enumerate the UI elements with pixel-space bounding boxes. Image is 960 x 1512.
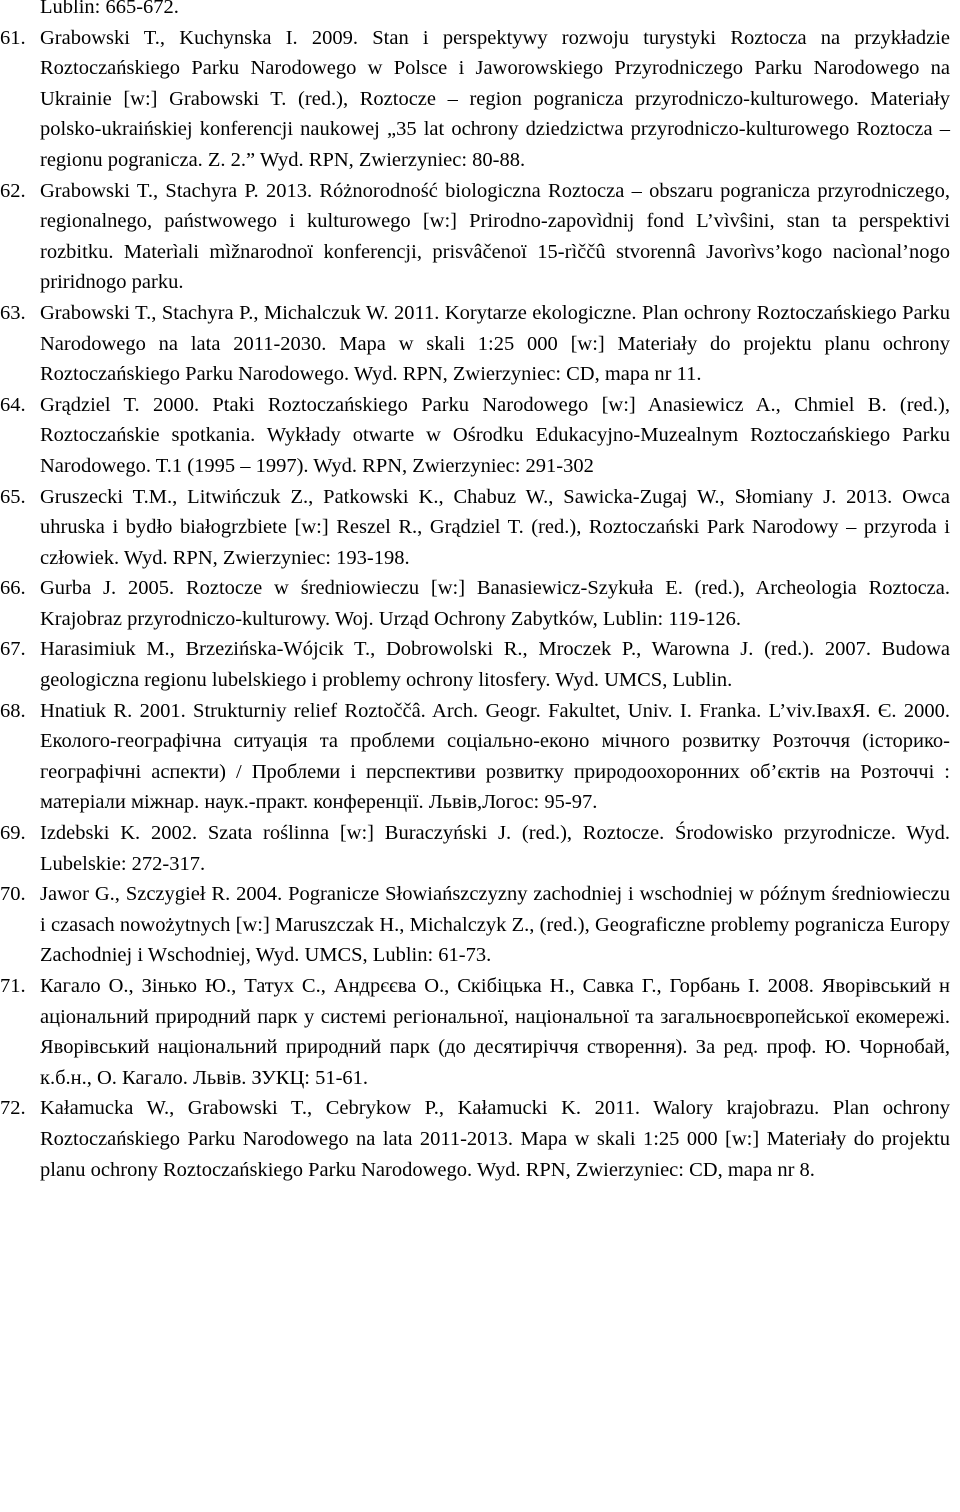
reference-item (0, 176, 950, 298)
reference-item (0, 573, 950, 634)
reference-text: Gurba J. 2005. Roztocze w średniowieczu [w:] Banasiewicz-Szykuła E. (red.), Archeologia Roztocza. Krajobraz przyrodniczo-kulturowy. Woj. Urząd Ochrony Zabytków, Lublin: 119-126. (40, 577, 950, 630)
reference-item (0, 390, 950, 482)
reference-text: Kałamucka W., Grabowski T., Cebrykow P., Kałamucki K. 2011. Walory krajobrazu. Plan ochrony Roztoczańskiego Parku Narodowego na lata 2011-2013. Mapa w skali 1:25 000 [w:] Materiały do projektu planu ochrony Roztoczańskiego Parku Narodowego. Wyd. RPN, Zwierzyniec: CD, mapa nr 8. (40, 1097, 950, 1181)
reference-number: 62. (0, 179, 26, 202)
reference-item (0, 1093, 950, 1185)
reference-text: Jawor G., Szczygieł R. 2004. Pogranicze Słowiańszczyzny zachodniej i wschodniej w późnym średniowieczu i czasach nowożytnych [w:] Maruszczak H., Michalczyk Z., (red.), Geograficzne problemy pogranicza Europy Zachodniej i Wschodniej, Wyd. UMCS, Lublin: 61-73. (40, 883, 950, 967)
reference-number: 66. (0, 577, 26, 600)
reference-number: 63. (0, 301, 26, 324)
reference-item (0, 696, 950, 818)
reference-text: Gruszecki T.M., Litwińczuk Z., Patkowski K., Chabuz W., Sawicka-Zugaj W., Słomiany J. 2013. Owca uhruska i bydło białogrzbiete [w:] Reszel R., Grądziel T. (red.), Roztoczański Park Narodowy – przyroda i człowiek. Wyd. RPN, Zwierzyniec: 193-198. (40, 485, 950, 569)
reference-text: Hnatiuk R. 2001. Strukturniy relief Roztoččâ. Arch. Geogr. Fakultet, Univ. I. Franka. L’viv.ІвахЯ. Є. 2000. Еколого-географічна ситуація та проблеми соціально-еконо мічного розвитку Розточчя (історико-географічні аспекти) / Проблеми і перспективи розвитку природоохоронних об’єктів на Розточчі : матеріали міжнар. наук.-практ. конференції. Львів,Логос: 95-97. (40, 699, 950, 814)
reference-item (0, 634, 950, 695)
reference-number: 71. (0, 975, 26, 997)
reference-continuation: Lublin: 665-672. (40, 0, 179, 18)
reference-number: 61. (0, 26, 26, 49)
reference-text: Izdebski K. 2002. Szata roślinna [w:] Buraczyński J. (red.), Roztocze. Środowisko przyrodnicze. Wyd. Lubelskie: 272-317. (40, 822, 950, 875)
reference-number: 69. (0, 822, 26, 845)
reference-item (0, 23, 950, 176)
reference-item (0, 298, 950, 390)
reference-text: Grądziel T. 2000. Ptaki Roztoczańskiego Parku Narodowego [w:] Anasiewicz A., Chmiel B. (red.), Roztoczańskie spotkania. Wykłady otwarte w Ośrodku Edukacyjno-Muzealnym Roztoczańskiego Parku Narodowego. T.1 (1995 – 1997). Wyd. RPN, Zwierzyniec: 291-302 (40, 393, 950, 477)
reference-item (0, 482, 950, 574)
reference-number: 70. (0, 883, 26, 906)
reference-number: 64. (0, 393, 26, 416)
reference-item (0, 818, 950, 879)
reference-list (0, 23, 950, 1186)
reference-number: 65. (0, 485, 26, 508)
reference-text: Grabowski T., Stachyra P., Michalczuk W. 2011. Korytarze ekologiczne. Plan ochrony Roztoczańskiego Parku Narodowego na lata 2011-2030. Mapa w skali 1:25 000 [w:] Materiały do projektu planu ochrony Roztoczańskiego Parku Narodowego. Wyd. RPN, Zwierzyniec: CD, mapa nr 11. (40, 301, 950, 386)
reference-number: 68. (0, 699, 26, 722)
reference-text: Harasimiuk M., Brzezińska-Wójcik T., Dobrowolski R., Mroczek P., Warowna J. (red.). 2007. Budowa geologiczna regionu lubelskiego i problemy ochrony litosfery. Wyd. UMCS, Lublin. (40, 638, 950, 692)
reference-text: Grabowski T., Kuchynska I. 2009. Stan i perspektywy rozwoju turystyki Roztocza na przykładzie Roztoczańskiego Parku Narodowego w Polsce i Jaworowskiego Przyrodniczego Parku Narodowego na Ukrainie [w:] Grabowski T. (red.), Roztocze – region pogranicza przyrodniczo-kulturowego. Materiały polsko-ukraińskiej konferencji naukowej „35 lat ochrony dziedzictwa przyrodniczo-kulturowego Roztocza – regionu pogranicza. Z. 2.” Wyd. RPN, Zwierzyniec: 80-88. (40, 26, 950, 171)
reference-text: Кагало О., Зінько Ю., Татух С., Андрєєва О., Скібіцька Н., Савка Г., Горбань І. 2008. Яворівський н аціональний природний парк у системі регіональної, національної та загальноєвропейської екомережі. Яворівський національний природний парк (до десятиріччя створення). За ред. проф. Ю. Чорнобай, к.б.н., О. Кагало. Львів. ЗУКЦ: 51-61. (40, 975, 950, 1089)
reference-item (0, 879, 950, 971)
reference-number: 67. (0, 638, 26, 661)
reference-number: 72. (0, 1097, 26, 1120)
reference-item (0, 971, 950, 1093)
reference-text: Grabowski T., Stachyra P. 2013. Różnorodność biologiczna Roztocza – obszaru pogranicza przyrodniczego, regionalnego, państwowego i kulturowego [w:] Prirodno-zapovìdnij fond L’vìvŝini, stan ta perspektivi rozbitku. Materìali mìžnarodnoï konferencji, prisvâčenoï 15-rìččû stvorennâ Javorìvs’kogo nacìonal’nogo priridnogo parku. (40, 179, 950, 294)
